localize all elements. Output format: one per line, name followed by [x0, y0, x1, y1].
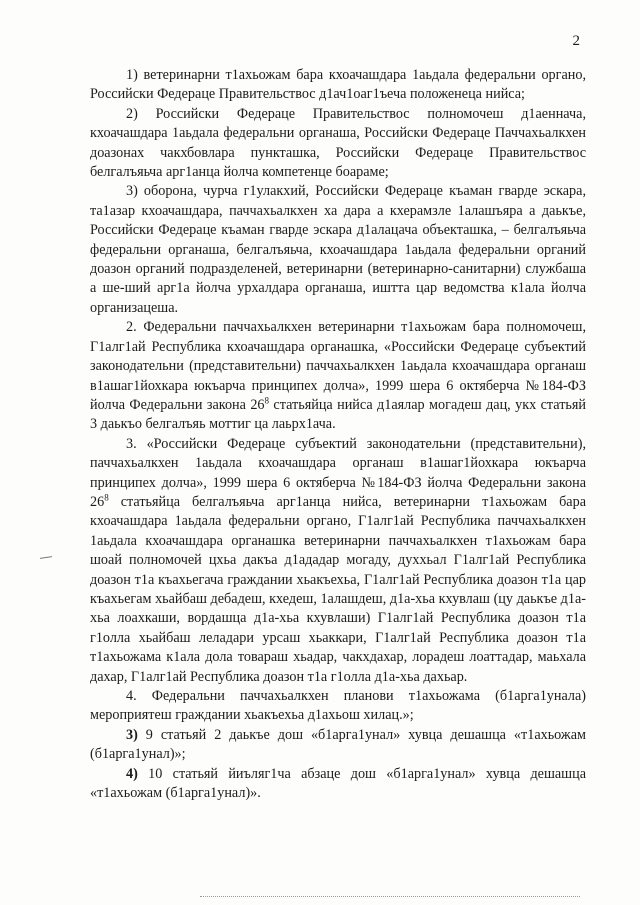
paragraph-7-text: 9 статьяй 2 даькъе дош «б1арга1унал» хувца дешашца «т1ахьожам (б1арга1унал)»; — [90, 726, 586, 763]
paragraph-4-text: 2. Федеральни паччахьалкхен ветеринарни т1ахьожам бара полномочеш, Г1алг1ай Республика кхоачашдара органашка, «Российски Федераце субъектий законодательни (представительни) паччахьалкхен 1аьдала кхоачашдара органаш в1ашаг1йохкара юкъарча принципех долча», 1999 шера 6 октяберча №184-ФЗ йолча Федеральни закона 26 — [90, 319, 586, 413]
item-number: 4) — [126, 765, 138, 782]
footer-rule — [200, 896, 580, 897]
paragraph-5 — [90, 435, 586, 687]
paragraph-4-text-end: статьяйца нийса д1аялар могадеш дац, укх статьяй 3 даькъо белгалъяь моттиг ца лаьрх1ача. — [90, 396, 586, 433]
paragraph-4 — [90, 318, 586, 434]
document-body — [90, 66, 586, 803]
superscript: 8 — [104, 492, 109, 503]
margin-mark — [40, 556, 52, 559]
paragraph-8 — [90, 765, 586, 804]
item-number: 3) — [126, 726, 138, 743]
page-number: 2 — [572, 33, 580, 49]
superscript: 8 — [264, 395, 270, 406]
paragraph-3: 3) оборона, чурча г1улакхий, Российски Федераце къаман гварде эскара, та1азар кхоачашдара, паччахьалкхен ха дара а кхерамзле 1алашъяра а даькъе, Российски Федераце къаман гварде эскара д1алацача объекташка, – белгалъяьча федеральни органаша, белгалъяьча, кхоачашдара 1аьдала федеральни органий доазон органий подразделеней, ветеринарни (ветеринарно-санитарни) службаша а ше-ший арг1а йолча урхалдара органаша, иштта цар ведомства к1ала йолча организацеша. — [90, 183, 586, 316]
paragraph-6: 4. Федеральни паччахьалкхен планови т1ахьожама (б1арга1унала) мероприятеш граждании хьакъехьа д1ахьош хилац.»; — [90, 688, 586, 724]
paragraph-5-text-end: статьяйца белгалъяьча арг1анца нийса, ветеринарни т1ахьожам бара кхоачашдара 1аьдала федеральни органо, Г1алг1ай Республика паччахьалкхен 1аьдала кхоачашдара органашка ветеринарни паччахьалкхен т1ахьожам бара шоай полномочей цхьа дакъа д1ададар могаду, духхьал Г1алг1ай Республика доазон т1а къахьегача граждании хьакъехьа, Г1алг1ай Республика доазон т1а цар къахьегам хьайбаш дебадеш, кхедеш, 1алашдеш, д1а-хьа кхувлаш (цу даькъе д1а-хьа лоахкаши, вордашца д1а-хьа кхувлаши) Г1алг1ай Республика доазон т1а г1олла хьайбаш леладари урсаш хьаккари, Г1алг1ай Республика доазон т1а т1ахьожама к1ала дола товараш хьадар, чакхдахар, лорадеш лоаттадар, маьхала дахар, Г1алг1ай Республика доазон т1а г1олла д1а-хьа дахьар. — [90, 493, 586, 685]
paragraph-5-text: 3. «Российски Федераце субъектий законодательни (представительни), паччахьалкхен 1аьдала кхоачашдара органаш в1ашаг1йохкара юкъарча принципех долча», 1999 шера 6 октяберча №184-ФЗ йолча Федеральни закона 26 — [90, 435, 586, 510]
paragraph-8-text: 10 статьяй йиъляг1ча абзаце дош «б1арга1унал» хувца дешашца «т1ахьожам (б1арга1унал)». — [90, 765, 586, 802]
paragraph-7 — [90, 726, 586, 765]
paragraph-2: 2) Российски Федераце Правительствос полномочеш д1аеннача, кхоачашдара 1аьдала федеральни органаша, Российски Федераце Паччахьалкхен доазонах чакхбовлара пункташка, Российски Федераце Правительствос белгалъяьча арг1анца йолча компетенце боараме; — [90, 105, 586, 181]
paragraph-1: 1) ветеринарни т1ахьожам бара кхоачашдара 1аьдала федеральни органо, Российски Федераце Правительствос д1ач1оаг1ъеча положенеца нийса; — [90, 67, 586, 103]
